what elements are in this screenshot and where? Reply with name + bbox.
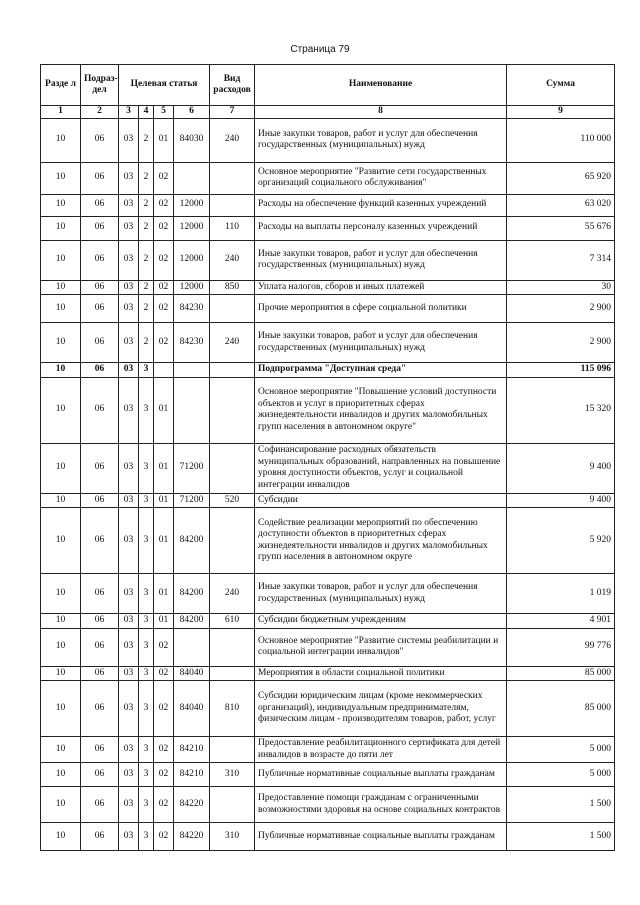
podrazdel-cell: 06 bbox=[81, 377, 119, 443]
naimenovanie-cell: Основное мероприятие "Развитие системы реабилитации и социальной интеграции инвалидов" bbox=[255, 628, 507, 666]
event-code-cell: 02 bbox=[154, 162, 174, 194]
program-code-cell: 03 bbox=[119, 787, 139, 823]
direction-code-cell: 84040 bbox=[174, 666, 210, 681]
event-code-cell: 01 bbox=[154, 118, 174, 162]
razdel-cell: 10 bbox=[41, 363, 81, 378]
podrazdel-cell: 06 bbox=[81, 443, 119, 493]
summa-cell: 55 676 bbox=[507, 216, 615, 240]
vid-rashodov-cell: 310 bbox=[210, 763, 255, 787]
podrazdel-cell: 06 bbox=[81, 666, 119, 681]
program-code-cell: 03 bbox=[119, 493, 139, 508]
podrazdel-cell: 06 bbox=[81, 363, 119, 378]
direction-code-cell: 84230 bbox=[174, 323, 210, 363]
direction-code-cell bbox=[174, 377, 210, 443]
vid-rashodov-cell bbox=[210, 666, 255, 681]
column-number: 6 bbox=[174, 106, 210, 119]
naimenovanie-cell: Иные закупки товаров, работ и услуг для обеспечения государственных (муниципальных) нужд bbox=[255, 574, 507, 614]
subprogram-code-cell: 2 bbox=[139, 240, 154, 280]
direction-code-cell: 71200 bbox=[174, 443, 210, 493]
vid-rashodov-cell bbox=[210, 737, 255, 763]
summa-cell: 110 000 bbox=[507, 118, 615, 162]
table-row bbox=[41, 363, 615, 378]
program-code-cell: 03 bbox=[119, 666, 139, 681]
event-code-cell: 01 bbox=[154, 574, 174, 614]
subprogram-code-cell: 3 bbox=[139, 493, 154, 508]
subprogram-code-cell: 3 bbox=[139, 787, 154, 823]
podrazdel-cell: 06 bbox=[81, 614, 119, 629]
razdel-cell: 10 bbox=[41, 377, 81, 443]
header-celevaya-statya: Целевая статья bbox=[119, 65, 210, 106]
direction-code-cell bbox=[174, 628, 210, 666]
column-number: 3 bbox=[119, 106, 139, 119]
naimenovanie-cell: Предоставление помощи гражданам с ограниченными возможностями здоровья на основе социальных контрактов bbox=[255, 787, 507, 823]
podrazdel-cell: 06 bbox=[81, 162, 119, 194]
podrazdel-cell: 06 bbox=[81, 574, 119, 614]
subprogram-code-cell: 2 bbox=[139, 216, 154, 240]
event-code-cell: 02 bbox=[154, 681, 174, 737]
naimenovanie-cell: Иные закупки товаров, работ и услуг для обеспечения государственных (муниципальных) нужд bbox=[255, 118, 507, 162]
event-code-cell: 02 bbox=[154, 737, 174, 763]
summa-cell: 63 020 bbox=[507, 194, 615, 216]
direction-code-cell: 84030 bbox=[174, 118, 210, 162]
table-row bbox=[41, 295, 615, 323]
vid-rashodov-cell bbox=[210, 162, 255, 194]
vid-rashodov-cell: 310 bbox=[210, 823, 255, 851]
naimenovanie-cell: Иные закупки товаров, работ и услуг для обеспечения государственных (муниципальных) нужд bbox=[255, 240, 507, 280]
summa-cell: 5 000 bbox=[507, 763, 615, 787]
page-number: Страница 79 bbox=[290, 44, 350, 55]
summa-cell: 1 500 bbox=[507, 823, 615, 851]
podrazdel-cell: 06 bbox=[81, 681, 119, 737]
summa-cell: 65 920 bbox=[507, 162, 615, 194]
summa-cell: 5 920 bbox=[507, 508, 615, 574]
subprogram-code-cell: 3 bbox=[139, 681, 154, 737]
razdel-cell: 10 bbox=[41, 240, 81, 280]
summa-cell: 30 bbox=[507, 280, 615, 295]
table-row bbox=[41, 240, 615, 280]
direction-code-cell: 84210 bbox=[174, 763, 210, 787]
table-row bbox=[41, 508, 615, 574]
event-code-cell: 02 bbox=[154, 216, 174, 240]
program-code-cell: 03 bbox=[119, 118, 139, 162]
subprogram-code-cell: 3 bbox=[139, 377, 154, 443]
event-code-cell bbox=[154, 363, 174, 378]
direction-code-cell: 84200 bbox=[174, 508, 210, 574]
summa-cell: 1 019 bbox=[507, 574, 615, 614]
subprogram-code-cell: 3 bbox=[139, 574, 154, 614]
table-row bbox=[41, 493, 615, 508]
budget-table bbox=[40, 64, 615, 851]
event-code-cell: 01 bbox=[154, 508, 174, 574]
table-row bbox=[41, 787, 615, 823]
direction-code-cell: 84040 bbox=[174, 681, 210, 737]
razdel-cell: 10 bbox=[41, 216, 81, 240]
direction-code-cell: 84200 bbox=[174, 614, 210, 629]
vid-rashodov-cell bbox=[210, 377, 255, 443]
table-row bbox=[41, 377, 615, 443]
event-code-cell: 02 bbox=[154, 295, 174, 323]
naimenovanie-cell: Подпрограмма "Доступная среда" bbox=[255, 363, 507, 378]
direction-code-cell: 84200 bbox=[174, 574, 210, 614]
direction-code-cell: 84220 bbox=[174, 787, 210, 823]
column-number: 2 bbox=[81, 106, 119, 119]
razdel-cell: 10 bbox=[41, 118, 81, 162]
razdel-cell: 10 bbox=[41, 787, 81, 823]
podrazdel-cell: 06 bbox=[81, 240, 119, 280]
event-code-cell: 01 bbox=[154, 377, 174, 443]
direction-code-cell: 12000 bbox=[174, 280, 210, 295]
event-code-cell: 02 bbox=[154, 763, 174, 787]
direction-code-cell: 71200 bbox=[174, 493, 210, 508]
podrazdel-cell: 06 bbox=[81, 823, 119, 851]
summa-cell: 7 314 bbox=[507, 240, 615, 280]
naimenovanie-cell: Основное мероприятие "Повышение условий доступности объектов и услуг в приоритетных сферах жизнедеятельности инвалидов и других маломобильных групп населения в автономном округе" bbox=[255, 377, 507, 443]
event-code-cell: 01 bbox=[154, 493, 174, 508]
naimenovanie-cell: Мероприятия в области социальной политики bbox=[255, 666, 507, 681]
table-row bbox=[41, 443, 615, 493]
program-code-cell: 03 bbox=[119, 681, 139, 737]
subprogram-code-cell: 2 bbox=[139, 280, 154, 295]
subprogram-code-cell: 2 bbox=[139, 194, 154, 216]
direction-code-cell: 84210 bbox=[174, 737, 210, 763]
podrazdel-cell: 06 bbox=[81, 323, 119, 363]
column-number: 5 bbox=[154, 106, 174, 119]
direction-code-cell: 12000 bbox=[174, 240, 210, 280]
summa-cell: 115 096 bbox=[507, 363, 615, 378]
program-code-cell: 03 bbox=[119, 377, 139, 443]
subprogram-code-cell: 3 bbox=[139, 823, 154, 851]
header-podrazdel: Подраз- дел bbox=[81, 65, 119, 106]
naimenovanie-cell: Предоставление реабилитационного сертификата для детей инвалидов в возрасте до пяти лет bbox=[255, 737, 507, 763]
table-row bbox=[41, 574, 615, 614]
vid-rashodov-cell: 240 bbox=[210, 240, 255, 280]
event-code-cell: 02 bbox=[154, 823, 174, 851]
razdel-cell: 10 bbox=[41, 681, 81, 737]
subprogram-code-cell: 3 bbox=[139, 443, 154, 493]
event-code-cell: 02 bbox=[154, 787, 174, 823]
razdel-cell: 10 bbox=[41, 162, 81, 194]
program-code-cell: 03 bbox=[119, 280, 139, 295]
direction-code-cell bbox=[174, 162, 210, 194]
program-code-cell: 03 bbox=[119, 737, 139, 763]
naimenovanie-cell: Публичные нормативные социальные выплаты гражданам bbox=[255, 823, 507, 851]
vid-rashodov-cell: 850 bbox=[210, 280, 255, 295]
vid-rashodov-cell bbox=[210, 628, 255, 666]
table-row bbox=[41, 323, 615, 363]
column-number: 9 bbox=[507, 106, 615, 119]
subprogram-code-cell: 2 bbox=[139, 118, 154, 162]
program-code-cell: 03 bbox=[119, 443, 139, 493]
program-code-cell: 03 bbox=[119, 763, 139, 787]
razdel-cell: 10 bbox=[41, 737, 81, 763]
naimenovanie-cell: Субсидии бюджетным учреждениям bbox=[255, 614, 507, 629]
podrazdel-cell: 06 bbox=[81, 280, 119, 295]
razdel-cell: 10 bbox=[41, 323, 81, 363]
subprogram-code-cell: 2 bbox=[139, 162, 154, 194]
direction-code-cell: 84230 bbox=[174, 295, 210, 323]
subprogram-code-cell: 3 bbox=[139, 614, 154, 629]
subprogram-code-cell: 3 bbox=[139, 763, 154, 787]
table-row bbox=[41, 737, 615, 763]
razdel-cell: 10 bbox=[41, 628, 81, 666]
vid-rashodov-cell bbox=[210, 295, 255, 323]
vid-rashodov-cell: 240 bbox=[210, 118, 255, 162]
razdel-cell: 10 bbox=[41, 823, 81, 851]
subprogram-code-cell: 3 bbox=[139, 363, 154, 378]
vid-rashodov-cell bbox=[210, 443, 255, 493]
podrazdel-cell: 06 bbox=[81, 787, 119, 823]
table-row bbox=[41, 823, 615, 851]
direction-code-cell: 84220 bbox=[174, 823, 210, 851]
direction-code-cell: 12000 bbox=[174, 216, 210, 240]
razdel-cell: 10 bbox=[41, 763, 81, 787]
program-code-cell: 03 bbox=[119, 574, 139, 614]
razdel-cell: 10 bbox=[41, 443, 81, 493]
podrazdel-cell: 06 bbox=[81, 295, 119, 323]
podrazdel-cell: 06 bbox=[81, 508, 119, 574]
naimenovanie-cell: Прочие мероприятия в сфере социальной политики bbox=[255, 295, 507, 323]
event-code-cell: 02 bbox=[154, 240, 174, 280]
naimenovanie-cell: Субсидии юридическим лицам (кроме некоммерческих организаций), индивидуальным предпринимателям, физическим лицам - производителям товаров, работ, услуг bbox=[255, 681, 507, 737]
program-code-cell: 03 bbox=[119, 240, 139, 280]
summa-cell: 5 000 bbox=[507, 737, 615, 763]
subprogram-code-cell: 3 bbox=[139, 628, 154, 666]
naimenovanie-cell: Уплата налогов, сборов и иных платежей bbox=[255, 280, 507, 295]
razdel-cell: 10 bbox=[41, 194, 81, 216]
program-code-cell: 03 bbox=[119, 162, 139, 194]
subprogram-code-cell: 2 bbox=[139, 295, 154, 323]
podrazdel-cell: 06 bbox=[81, 118, 119, 162]
header-razdel: Разде л bbox=[41, 65, 81, 106]
table-row bbox=[41, 194, 615, 216]
event-code-cell: 02 bbox=[154, 628, 174, 666]
direction-code-cell bbox=[174, 363, 210, 378]
column-number: 4 bbox=[139, 106, 154, 119]
naimenovanie-cell: Расходы на выплаты персоналу казенных учреждений bbox=[255, 216, 507, 240]
vid-rashodov-cell: 240 bbox=[210, 574, 255, 614]
vid-rashodov-cell: 610 bbox=[210, 614, 255, 629]
table-row bbox=[41, 763, 615, 787]
program-code-cell: 03 bbox=[119, 194, 139, 216]
podrazdel-cell: 06 bbox=[81, 628, 119, 666]
summa-cell: 85 000 bbox=[507, 681, 615, 737]
vid-rashodov-cell: 110 bbox=[210, 216, 255, 240]
naimenovanie-cell: Софинансирование расходных обязательств муниципальных образований, направленных на повышение уровня доступности объектов, услуг и социальной интеграции инвалидов bbox=[255, 443, 507, 493]
event-code-cell: 02 bbox=[154, 666, 174, 681]
subprogram-code-cell: 2 bbox=[139, 323, 154, 363]
column-number: 8 bbox=[255, 106, 507, 119]
program-code-cell: 03 bbox=[119, 628, 139, 666]
razdel-cell: 10 bbox=[41, 574, 81, 614]
podrazdel-cell: 06 bbox=[81, 194, 119, 216]
summa-cell: 85 000 bbox=[507, 666, 615, 681]
program-code-cell: 03 bbox=[119, 363, 139, 378]
header-summa: Сумма bbox=[507, 65, 615, 106]
razdel-cell: 10 bbox=[41, 614, 81, 629]
column-number: 1 bbox=[41, 106, 81, 119]
header-vid-rashodov: Вид расходов bbox=[210, 65, 255, 106]
table-row bbox=[41, 681, 615, 737]
summa-cell: 15 320 bbox=[507, 377, 615, 443]
naimenovanie-cell: Субсидии bbox=[255, 493, 507, 508]
event-code-cell: 02 bbox=[154, 194, 174, 216]
vid-rashodov-cell bbox=[210, 787, 255, 823]
column-number: 7 bbox=[210, 106, 255, 119]
table-row bbox=[41, 280, 615, 295]
razdel-cell: 10 bbox=[41, 666, 81, 681]
subprogram-code-cell: 3 bbox=[139, 508, 154, 574]
naimenovanie-cell: Основное мероприятие "Развитие сети государственных организаций социального обслуживания" bbox=[255, 162, 507, 194]
naimenovanie-cell: Публичные нормативные социальные выплаты гражданам bbox=[255, 763, 507, 787]
subprogram-code-cell: 3 bbox=[139, 666, 154, 681]
razdel-cell: 10 bbox=[41, 493, 81, 508]
program-code-cell: 03 bbox=[119, 295, 139, 323]
table-row bbox=[41, 614, 615, 629]
event-code-cell: 01 bbox=[154, 614, 174, 629]
table-row bbox=[41, 118, 615, 162]
direction-code-cell: 12000 bbox=[174, 194, 210, 216]
vid-rashodov-cell: 810 bbox=[210, 681, 255, 737]
table-row bbox=[41, 666, 615, 681]
event-code-cell: 02 bbox=[154, 280, 174, 295]
razdel-cell: 10 bbox=[41, 508, 81, 574]
podrazdel-cell: 06 bbox=[81, 763, 119, 787]
program-code-cell: 03 bbox=[119, 614, 139, 629]
subprogram-code-cell: 3 bbox=[139, 737, 154, 763]
column-number-row bbox=[41, 106, 615, 119]
summa-cell: 2 900 bbox=[507, 295, 615, 323]
header-naimenovanie: Наименование bbox=[255, 65, 507, 106]
vid-rashodov-cell: 240 bbox=[210, 323, 255, 363]
naimenovanie-cell: Расходы на обеспечение функций казенных учреждений bbox=[255, 194, 507, 216]
vid-rashodov-cell: 520 bbox=[210, 493, 255, 508]
table-row bbox=[41, 162, 615, 194]
vid-rashodov-cell bbox=[210, 194, 255, 216]
vid-rashodov-cell bbox=[210, 363, 255, 378]
summa-cell: 1 500 bbox=[507, 787, 615, 823]
podrazdel-cell: 06 bbox=[81, 493, 119, 508]
summa-cell: 9 400 bbox=[507, 493, 615, 508]
program-code-cell: 03 bbox=[119, 323, 139, 363]
podrazdel-cell: 06 bbox=[81, 737, 119, 763]
razdel-cell: 10 bbox=[41, 280, 81, 295]
naimenovanie-cell: Иные закупки товаров, работ и услуг для обеспечения государственных (муниципальных) нужд bbox=[255, 323, 507, 363]
program-code-cell: 03 bbox=[119, 508, 139, 574]
summa-cell: 2 900 bbox=[507, 323, 615, 363]
table-row bbox=[41, 628, 615, 666]
event-code-cell: 02 bbox=[154, 323, 174, 363]
table-row bbox=[41, 216, 615, 240]
event-code-cell: 01 bbox=[154, 443, 174, 493]
vid-rashodov-cell bbox=[210, 508, 255, 574]
naimenovanie-cell: Содействие реализации мероприятий по обеспечению доступности объектов в приоритетных сферах жизнедеятельности инвалидов и других маломобильных групп населения в автономном округе bbox=[255, 508, 507, 574]
podrazdel-cell: 06 bbox=[81, 216, 119, 240]
summa-cell: 9 400 bbox=[507, 443, 615, 493]
razdel-cell: 10 bbox=[41, 295, 81, 323]
program-code-cell: 03 bbox=[119, 216, 139, 240]
summa-cell: 99 776 bbox=[507, 628, 615, 666]
summa-cell: 4 901 bbox=[507, 614, 615, 629]
program-code-cell: 03 bbox=[119, 823, 139, 851]
